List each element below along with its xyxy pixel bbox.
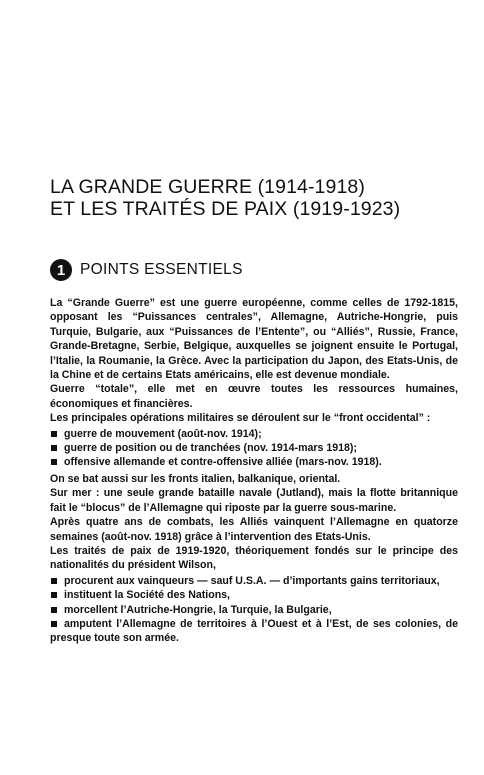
paragraph-total-war: Guerre “totale”, elle met en œuvre toutes les ressources humaines, économiques et financières.	[50, 383, 458, 410]
paragraph-peace-treaties: Les traités de paix de 1919-1920, théoriquement fondés sur le principe des nationalités du président Wilson,	[50, 544, 458, 572]
section-number-badge: 1	[50, 259, 72, 281]
list-item: amputent l’Allemagne de territoires à l’Ouest et à l’Est, de ses colonies, de presque toute son armée.	[50, 617, 458, 645]
chapter-title-line-2: ET LES TRAITÉS DE PAIX (1919-1923)	[50, 198, 401, 220]
paragraph-belligerents: La “Grande Guerre” est une guerre européenne, comme celles de 1792-1815, opposant les “Puissances centrales”, Allemagne, Autriche-Hongrie, puis Turquie, Bulgarie, aux “Puissances de l’Entente”, ou “Alliés”, Russie, France, Grande-Bretagne, Serbie, Belgique, auxquelles se joignent ensuite le Portugal, l’Italie, la Roumanie, la Grèce. Avec la participation du Japon, des Etats-Unis, de la Chine et de certains Etats américains, elle est devenue mondiale.	[50, 297, 458, 382]
list-item: guerre de position ou de tranchées (nov. 1914-mars 1918);	[50, 441, 458, 455]
paragraph-western-front: Les principales opérations militaires se déroulent sur le “front occidental” :	[50, 412, 431, 425]
list-item: morcellent l’Autriche-Hongrie, la Turquie, la Bulgarie,	[50, 603, 458, 617]
chapter-title-line-1: LA GRANDE GUERRE (1914-1918)	[50, 176, 365, 198]
western-front-list	[50, 427, 458, 470]
paragraph-allied-victory: Après quatre ans de combats, les Alliés vainquent l’Allemagne en quatorze semaines (août-nov. 1918) grâce à l’intervention des Etats-Unis.	[50, 516, 458, 543]
body-text	[50, 296, 458, 648]
list-item: offensive allemande et contre-offensive alliée (mars-nov. 1918).	[50, 455, 458, 469]
section-heading	[50, 259, 243, 281]
paragraph-sea-war: Sur mer : une seule grande bataille navale (Jutland), mais la flotte britannique fait le “blocus” de l’Allemagne qui riposte par la guerre sous-marine.	[50, 487, 458, 514]
list-item: guerre de mouvement (août-nov. 1914);	[50, 427, 458, 441]
chapter-title	[50, 176, 400, 220]
peace-treaties-list	[50, 574, 458, 646]
list-item: procurent aux vainqueurs — sauf U.S.A. — d’importants gains territoriaux,	[50, 574, 458, 588]
list-item: instituent la Société des Nations,	[50, 588, 458, 602]
section-title: POINTS ESSENTIELS	[80, 261, 243, 278]
paragraph-other-fronts: On se bat aussi sur les fronts italien, balkanique, oriental.	[50, 472, 341, 485]
